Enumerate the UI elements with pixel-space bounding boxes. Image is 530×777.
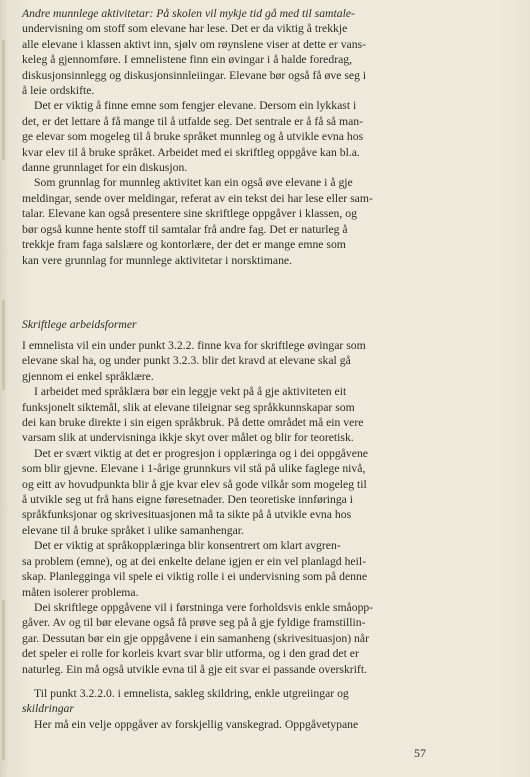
text-line: kan vere grunnlag for munnlege aktivitetar i norsktimane. <box>22 253 293 267</box>
paragraph-block-skriftlege <box>22 338 432 677</box>
text-line: gåver. Av og til bør elevane også få prøve seg på å gje fyldige framstillin- <box>22 616 366 630</box>
text-line: I emnelista vil ein under punkt 3.2.2. finne kva for skriftlege øvingar som <box>22 339 366 352</box>
page-edge-shadow <box>2 40 5 160</box>
page-edge-shadow <box>2 600 5 760</box>
text-line: det, er det lettare å få mange til å utfalde seg. Det sentrale er å få så man- <box>22 114 364 128</box>
text-line: Det er svært viktig at det er progresjon i opplæringa og i dei oppgåvene <box>34 446 368 460</box>
text-line: Her må ein velje oppgåver av forskjellig vanskegrad. Oppgåvetypane <box>34 717 359 731</box>
text-line: Dei skriftlege oppgåvene vil i førstninga vere forholdsvis enkle småopp- <box>34 600 374 614</box>
text-line: I arbeidet med språklæra bør ein leggje vekt på å gje aktiviteten eit <box>34 385 347 399</box>
text-line: Det er viktig at språkopplæringa blir konsentrert om klart avgren- <box>34 539 341 553</box>
text-line: gar. Dessutan bør ein gje oppgåvene i ein samanheng (skrivesituasjon) når <box>22 631 369 645</box>
text-line: keleg å gjennomføre. I emnelistene finn ein øvingar i å halde foredrag, <box>22 53 353 67</box>
section-heading: Skriftlege arbeidsformer <box>22 318 137 331</box>
text-line: som blir gjevne. Elevane i 1-årige grunnkurs vil stå på ulike faglege nivå, <box>22 462 366 476</box>
text-line: språkfunksjonar og skrivesituasjonen må ta sikte på å utvikle evna hos <box>22 508 352 522</box>
text-line: naturleg. Ein må også utvikle evna til å gje eit svar ei passande overskrift. <box>22 662 367 676</box>
text-line: dei kan bruke direkte i sin eigen språkbruk. På dette området må ein vere <box>22 416 364 430</box>
text-line: måten isolerer problema. <box>22 585 139 599</box>
text-line: bør også kunne hente stoff til samtalar frå andre fag. Det er naturleg å <box>22 222 348 236</box>
text-line: sa problem (emne), og at dei enkelte delane igjen er ein vel planlagd heil- <box>22 554 366 568</box>
text-line: Det er viktig å finne emne som fengjer elevane. Dersom ein lykkast i <box>34 99 357 113</box>
text-line: talar. Elevane kan også presentere sine skriftlege oppgåver i klassen, og <box>22 207 357 221</box>
paragraph-block-munnlege <box>22 6 432 268</box>
text-line: skildringar <box>22 702 74 716</box>
text-line: diskusjonsinnlegg og diskusjonsinnleiingar. Elevane bør også få øve seg i <box>22 68 367 82</box>
text-line: trekkje fram faga salslære og kontorlære, der det er mange emne som <box>22 238 346 252</box>
text-line: gjennom ei enkel språklære. <box>22 369 154 383</box>
text-line: Til punkt 3.2.2.0. i emnelista, sakleg skildring, enkle utgreiingar og <box>34 687 349 700</box>
text-line: danne grunnlaget for ein diskusjon. <box>22 161 188 175</box>
text-line: meldingar, sende over meldingar, referat av ein tekst dei har lese eller sam- <box>22 191 373 205</box>
text-line: Andre munnlege aktivitetar: På skolen vil mykje tid gå med til samtale- <box>22 7 355 20</box>
text-line: ge elevar som mogeleg til å bruke språket munnleg og å utvikle evna hos <box>22 130 364 144</box>
text-line: og eitt av hovudpunkta blir å gje kvar elev så gode vilkår som mogeleg til <box>22 477 367 491</box>
text-line: alle elevane i klassen aktivt inn, sjølv om røynslene viser at dette er vans- <box>22 37 367 51</box>
text-line: skap. Planlegginga vil spele ei viktig rolle i ei undervisning som på denne <box>22 570 368 584</box>
text-line: elevane skal ha, og under punkt 3.2.3. blir det kravd at elevane skal gå <box>22 354 351 368</box>
paragraph-block-punkt <box>22 686 432 732</box>
text-line: kvar elev til å bruke språket. Arbeidet med ei skriftleg oppgåve kan bl.a. <box>22 145 360 159</box>
page-edge-shadow <box>2 300 5 390</box>
text-line: varsam slik at undervisninga ikkje skyt over målet og blir for teoretisk. <box>22 431 354 445</box>
page-number: 57 <box>414 746 426 760</box>
text-line: det speler ei rolle for korleis kvart svar blir utforma, og i den grad det er <box>22 647 359 661</box>
text-line: Som grunnlag for munnleg aktivitet kan ein også øve elevane i å gje <box>34 176 353 190</box>
text-line: å leie ordskifte. <box>22 84 95 98</box>
text-line: å utvikle seg ut frå hans eigne føresetnader. Den teoretiske innføringa i <box>22 493 354 507</box>
text-line: undervisning om stoff som elevane har lese. Det er da viktig å trekkje <box>22 22 348 36</box>
text-line: funksjonelt siktemål, slik at elevane tileignar seg språkkunnskapar som <box>22 400 355 414</box>
text-line: elevane til å bruke språket i ulike samanhengar. <box>22 523 244 537</box>
